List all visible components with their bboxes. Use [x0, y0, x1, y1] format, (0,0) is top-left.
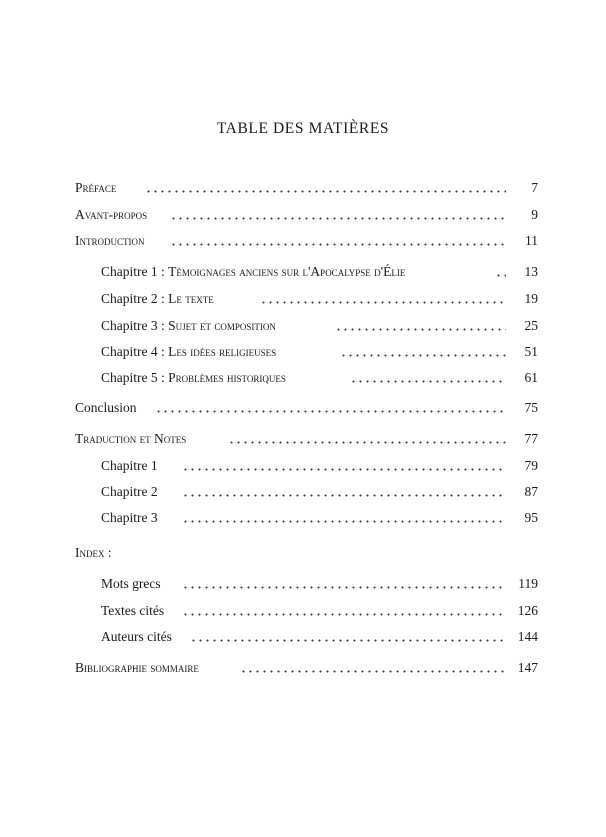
toc-entry-page: 9 [525, 207, 538, 223]
dot-leader [182, 520, 506, 523]
dot-leader [182, 468, 506, 471]
toc-entry-label [101, 370, 292, 386]
toc-entry-label: Traduction et Notes [75, 431, 192, 447]
toc-entry-chapitre-2[interactable] [0, 289, 606, 309]
dot-leader [155, 410, 506, 413]
toc-entry-chapitre-4[interactable] [0, 342, 606, 362]
toc-entry-label: Textes cités [101, 603, 170, 619]
toc-entry-traduction-chapitre-3[interactable] [0, 508, 606, 528]
toc-entry-page: 144 [512, 629, 538, 645]
toc-entry-textes-cites[interactable] [0, 601, 606, 621]
toc-entry-label: Avant-propos [75, 207, 153, 223]
dot-leader [350, 380, 506, 383]
toc-entry-chapitre-1[interactable] [0, 262, 606, 282]
chapter-title: Le texte [168, 291, 214, 306]
chapter-title: Témoignages anciens sur l'Apocalypse d'Élie [168, 264, 406, 279]
toc-entry-page: 61 [519, 370, 539, 386]
toc-entry-label [101, 318, 282, 334]
dot-leader [182, 613, 506, 616]
toc-entry-page: 126 [512, 603, 538, 619]
toc-entry-page: 7 [525, 180, 538, 196]
toc-entry-label [101, 264, 411, 280]
toc-entry-page: 19 [519, 291, 539, 307]
dot-leader [260, 301, 506, 304]
toc-entry-page: 119 [512, 576, 538, 592]
page-title: TABLE DES MATIÈRES [216, 120, 390, 137]
toc-entry-label: Conclusion [75, 400, 143, 416]
toc-entry-page: 13 [519, 264, 539, 280]
toc-entry-page: 77 [519, 431, 539, 447]
toc-entry-page: 25 [519, 318, 539, 334]
chapter-title: Problèmes historiques [168, 370, 286, 385]
toc-entry-page: 95 [519, 510, 539, 526]
toc-entry-preface[interactable] [0, 178, 606, 198]
toc-entry-label: Mots grecs [101, 576, 167, 592]
toc-entry-page: 51 [519, 344, 539, 360]
toc-entry-traduction[interactable] [0, 429, 606, 449]
toc-entry-label [101, 344, 282, 360]
toc-entry-traduction-chapitre-1[interactable] [0, 456, 606, 476]
toc-entry-chapitre-3[interactable] [0, 316, 606, 336]
chapter-prefix: Chapitre 5 : [101, 370, 165, 385]
chapter-prefix: Chapitre 3 : [101, 318, 165, 333]
dot-leader [170, 217, 506, 220]
toc-entry-label: Introduction [75, 233, 151, 249]
chapter-title: Sujet et composition [168, 318, 276, 333]
toc-entry-introduction[interactable] [0, 231, 606, 251]
dot-leader [145, 190, 506, 193]
dot-leader [228, 441, 506, 444]
toc-entry-auteurs-cites[interactable] [0, 627, 606, 647]
toc-entry-label: Bibliographie sommaire [75, 660, 205, 676]
toc-entry-page: 87 [519, 484, 539, 500]
toc-entry-mots-grecs[interactable] [0, 574, 606, 594]
toc-entry-label: Chapitre 3 [101, 510, 164, 526]
dot-leader [182, 586, 506, 589]
toc-entry-traduction-chapitre-2[interactable] [0, 482, 606, 502]
toc-entry-page: 147 [512, 660, 538, 676]
toc-entry-page: 79 [519, 458, 539, 474]
toc-entry-label: Chapitre 2 [101, 484, 164, 500]
toc-entry-page: 11 [519, 233, 538, 249]
dot-leader [190, 639, 506, 642]
dot-leader [240, 670, 506, 673]
toc-entry-page: 75 [519, 400, 539, 416]
dot-leader [340, 354, 506, 357]
chapter-prefix: Chapitre 1 : [101, 264, 165, 279]
toc-entry-bibliographie[interactable] [0, 658, 606, 678]
toc-entry-conclusion[interactable] [0, 398, 606, 418]
chapter-title: Les idées religieuses [168, 344, 277, 359]
toc-entry-label: Chapitre 1 [101, 458, 164, 474]
dot-leader [182, 494, 506, 497]
dot-leader [170, 243, 506, 246]
toc-entry-avant-propos[interactable] [0, 205, 606, 225]
toc-section-heading: Index : [75, 545, 118, 561]
toc-entry-label [101, 291, 220, 307]
dot-leader [495, 274, 506, 277]
toc-entry-chapitre-5[interactable] [0, 368, 606, 388]
toc-entry-index [0, 543, 606, 563]
dot-leader [335, 328, 506, 331]
chapter-prefix: Chapitre 2 : [101, 291, 165, 306]
chapter-prefix: Chapitre 4 : [101, 344, 165, 359]
toc-entry-label: Auteurs cités [101, 629, 178, 645]
toc-entry-label: Préface [75, 180, 122, 196]
